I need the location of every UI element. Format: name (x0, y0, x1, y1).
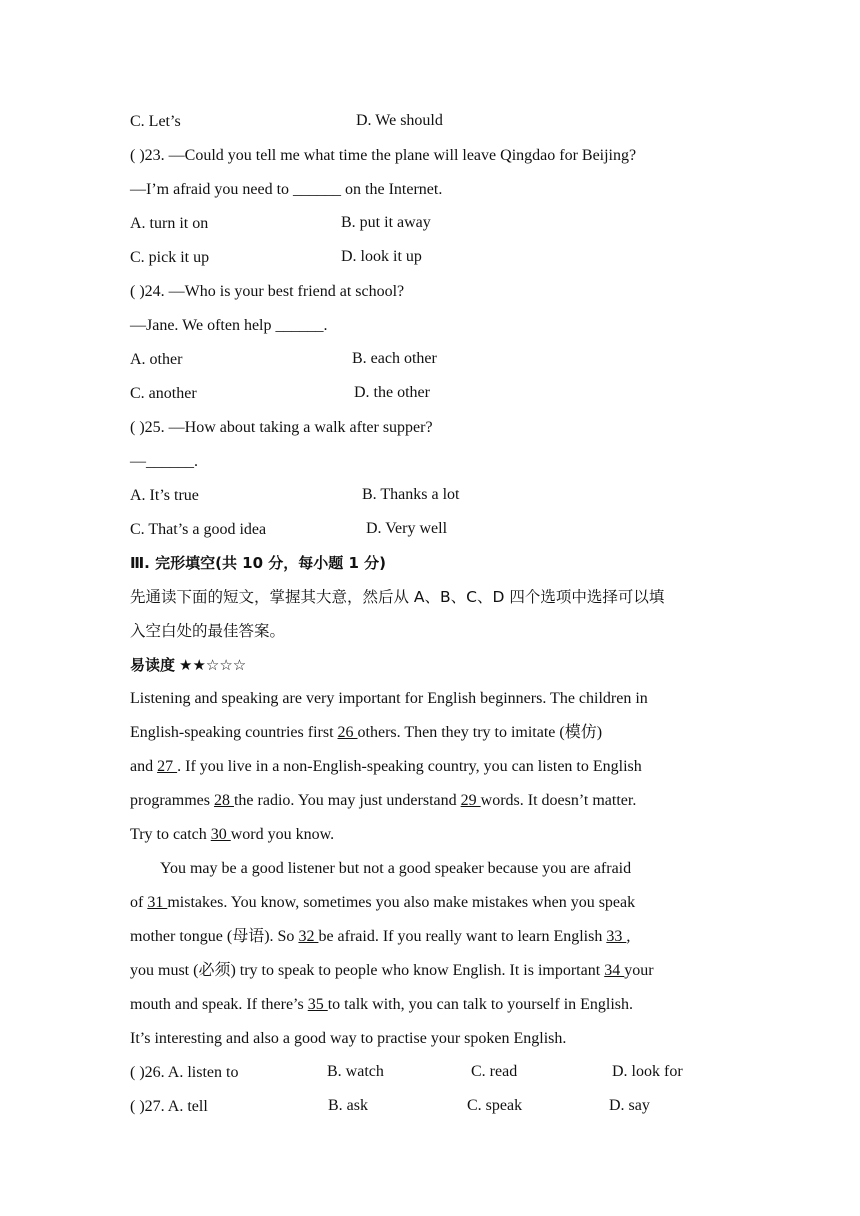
q23-question: ( )23. —Could you tell me what time the plane will leave Qingdao for Beijing? (130, 147, 637, 164)
passage-line-4 (130, 791, 636, 811)
q25-option-a: A. It’s true (130, 487, 199, 504)
q25-option-b: B. Thanks a lot (362, 486, 460, 503)
text: be afraid. If you really want to learn English (318, 928, 607, 945)
passage-line-3 (130, 757, 642, 777)
q25-option-d: D. Very well (366, 520, 448, 537)
q23-option-c: C. pick it up (130, 249, 210, 266)
q24-option-a: A. other (130, 351, 183, 368)
text: and (130, 758, 158, 775)
q27-option-c: C. speak (467, 1097, 523, 1114)
q24-option-d: D. the other (354, 384, 430, 401)
blank-31[interactable]: 31 (147, 894, 168, 911)
text: your (624, 962, 654, 979)
q23-option-b: B. put it away (341, 214, 431, 231)
q23-option-d: D. look it up (341, 248, 422, 265)
passage2-line-1: You may be a good listener but not a good speaker because you are afraid (160, 860, 632, 877)
text: mistakes. You know, sometimes you also make mistakes when you speak (167, 894, 636, 911)
text: of (130, 894, 148, 911)
q26-option-a: ( )26. A. listen to (130, 1064, 239, 1081)
q24-option-b: B. each other (352, 350, 437, 367)
passage2-line-3 (130, 927, 630, 947)
blank-26[interactable]: 26 (337, 724, 358, 741)
text: programmes (130, 792, 214, 809)
passage2-line-4 (130, 961, 654, 981)
text: you must (必须) try to speak to people who know English. It is important (130, 962, 605, 979)
text: to talk with, you can talk to yourself in English. (327, 996, 634, 1013)
q26-option-b: B. watch (327, 1063, 384, 1080)
passage2-line-2 (130, 893, 635, 913)
section-title: Ⅲ. 完形填空(共 10 分，每小题 1 分) (130, 554, 387, 572)
text: word you know. (230, 826, 335, 843)
text: words. It doesn’t matter. (480, 792, 637, 809)
q27-option-a: ( )27. A. tell (130, 1098, 208, 1115)
section-instructions-1: 先通读下面的短文，掌握其大意，然后从 A、B、C、D 四个选项中选择可以填 (130, 588, 665, 606)
text: . If you live in a non-English-speaking country, you can listen to English (177, 758, 642, 775)
text: English-speaking countries first (130, 724, 338, 741)
passage-line-5 (130, 825, 334, 845)
difficulty-stars: ★★☆☆☆ (179, 656, 247, 674)
q23-option-a: A. turn it on (130, 215, 209, 232)
q24-option-c: C. another (130, 385, 197, 402)
q24-question: ( )24. —Who is your best friend at school? (130, 283, 405, 300)
text: , (626, 928, 631, 945)
q25-question: ( )25. —How about taking a walk after supper? (130, 419, 433, 436)
q26-option-d: D. look for (612, 1063, 683, 1080)
blank-33[interactable]: 33 (606, 928, 627, 945)
blank-30[interactable]: 30 (210, 826, 231, 843)
q26-option-c: C. read (471, 1063, 518, 1080)
q25-answer: —______. (130, 453, 198, 470)
text: mouth and speak. If there’s (130, 996, 308, 1013)
text: mother tongue (母语). So (130, 928, 299, 945)
q24-answer: —Jane. We often help ______. (130, 317, 328, 334)
q22-option-d: D. We should (356, 112, 443, 129)
section-instructions-2: 入空白处的最佳答案。 (130, 622, 286, 640)
blank-35[interactable]: 35 (307, 996, 328, 1013)
q27-option-d: D. say (609, 1097, 650, 1114)
difficulty-rating (130, 655, 246, 676)
q25-option-c: C. That’s a good idea (130, 521, 267, 538)
passage2-line-6: It’s interesting and also a good way to practise your spoken English. (130, 1030, 567, 1047)
q27-option-b: B. ask (328, 1097, 368, 1114)
blank-34[interactable]: 34 (604, 962, 625, 979)
text: others. Then they try to imitate (模仿) (357, 724, 603, 741)
passage2-line-5 (130, 995, 633, 1015)
q23-answer: —I’m afraid you need to ______ on the Internet. (130, 181, 443, 198)
blank-32[interactable]: 32 (298, 928, 319, 945)
q22-option-c: C. Let’s (130, 113, 181, 130)
blank-28[interactable]: 28 (213, 792, 234, 809)
blank-29[interactable]: 29 (460, 792, 481, 809)
text: Try to catch (130, 826, 211, 843)
difficulty-label: 易读度 (130, 656, 176, 674)
blank-27[interactable]: 27 (157, 758, 178, 775)
passage-line-2 (130, 723, 602, 743)
passage-line-1: Listening and speaking are very important for English beginners. The children in (130, 690, 648, 707)
text: the radio. You may just understand (233, 792, 461, 809)
